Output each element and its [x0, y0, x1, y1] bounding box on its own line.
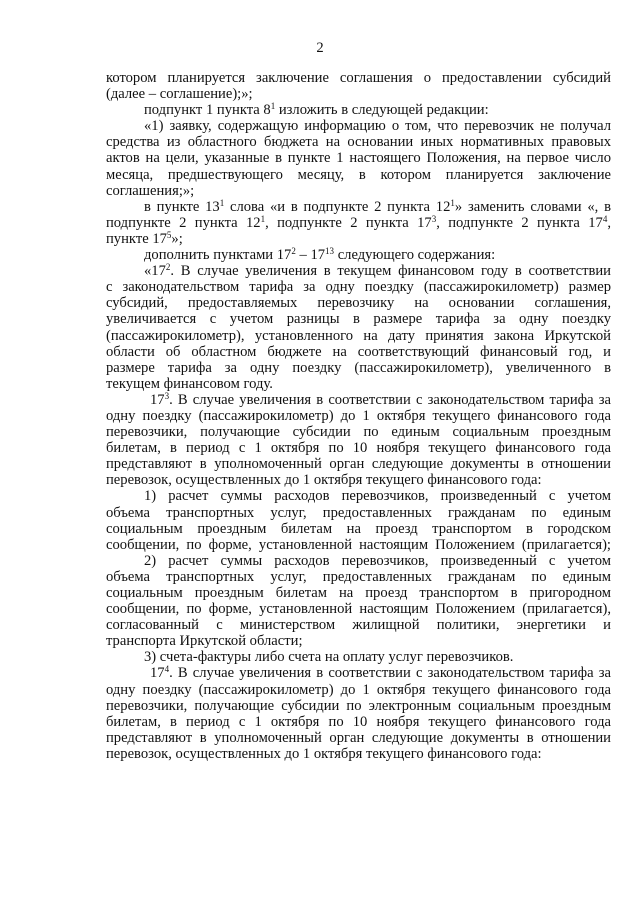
text-run: социальным проездным билетам на проезд транспортом в пригородном: [106, 585, 611, 601]
superscript: 5: [166, 229, 172, 240]
text-run: , подпункте 2 пункта 17: [265, 214, 432, 231]
text-run: 17: [150, 391, 165, 408]
text-run: слова «и в подпункте 2 пункта 12: [224, 198, 451, 215]
text-run: увеличивается с учетом разницы в размере тарифа за одну поездку: [106, 311, 611, 328]
text-line: [106, 488, 611, 504]
text-run: »;: [171, 230, 183, 247]
text-line: [106, 199, 611, 215]
text-run: перевозок, осуществленных до 1 октября текущего финансового года:: [106, 472, 542, 489]
text-line: [106, 408, 611, 424]
superscript: 1: [260, 213, 266, 224]
text-line: [106, 521, 611, 537]
text-run: актов на цели, указанные в пункте 1 настоящего Положения, на первое число: [106, 150, 611, 167]
text-line: [106, 360, 611, 376]
text-line: [106, 263, 611, 279]
text-run: перевозок, осуществленных до 1 октября текущего финансового года:: [106, 745, 542, 762]
text-line: [106, 682, 611, 698]
text-line: [106, 376, 611, 392]
text-run: (далее – соглашение);»;: [106, 86, 253, 103]
text-run: сообщении, по форме, установленной настоящим Положением (прилагается),: [106, 601, 611, 618]
text-run: средства из областного бюджета на основании иных нормативных правовых: [106, 134, 611, 151]
text-run: перевозчики, получающие субсидии по электронным социальным проездным: [106, 697, 611, 714]
text-line: [106, 714, 611, 730]
text-line: [106, 424, 611, 440]
superscript: 4: [164, 664, 170, 675]
page-number: 2: [316, 40, 324, 56]
text-line: [106, 295, 611, 311]
text-run: перевозчики, получающие субсидии по единым социальным проездным: [106, 424, 611, 441]
text-run: сообщении, по форме, установленной настоящим Положением (прилагается);: [106, 536, 611, 553]
text-run: «1) заявку, содержащую информацию о том, что перевозчик не получал: [144, 118, 611, 135]
text-run: билетам, в период с 1 октября по 10 ноября текущего финансового года: [106, 440, 611, 457]
superscript: 1: [270, 101, 276, 112]
text-run: объема транспортных услуг, предоставленных гражданам по единым: [106, 568, 611, 585]
text-run: текущем финансовом году.: [106, 375, 273, 392]
text-run: размере тарифа за одну поездку (пассажирокилометр), увеличенного в: [106, 359, 611, 376]
superscript: 1: [450, 197, 455, 208]
text-line: [106, 86, 611, 102]
text-line: [106, 456, 611, 472]
text-line: [106, 150, 611, 166]
text-line: [106, 665, 611, 681]
text-line: [106, 215, 611, 231]
superscript: 4: [602, 213, 608, 224]
text-run: пункте 17: [106, 230, 167, 247]
text-line: [106, 167, 611, 183]
text-run: . В случае увеличения в текущем финансовом году в соответствии: [170, 263, 611, 280]
text-line: [106, 746, 611, 762]
text-run: представляют в уполномоченный орган следующие документы в отношении: [106, 456, 611, 473]
text-line: [106, 102, 611, 118]
text-line: [106, 118, 611, 134]
text-line: [106, 440, 611, 456]
text-run: изложить в следующей редакции:: [275, 102, 489, 119]
text-run: следующего содержания:: [334, 247, 496, 264]
text-line: [106, 730, 611, 746]
text-run: одну поездку (пассажирокилометр) до 1 октября текущего финансового года: [106, 407, 611, 424]
text-line: [106, 328, 611, 344]
text-run: , подпункте 2 пункта 17: [436, 214, 603, 231]
text-line: [106, 70, 611, 86]
text-line: [106, 505, 611, 521]
text-run: с законодательством тарифа за одну поездку (пассажирокилометр) размер: [106, 279, 611, 296]
text-run: согласованный с министерством жилищной политики, энергетики и: [106, 617, 611, 634]
superscript: 2: [291, 246, 296, 257]
text-run: «17: [144, 263, 166, 280]
text-run: дополнить пунктами 17: [144, 247, 292, 264]
text-run: билетам, в период с 1 октября по 10 ноября текущего финансового года: [106, 713, 611, 730]
text-line: [106, 698, 611, 714]
text-run: месяца, предшествующего месяцу, в котором планируется заключение: [106, 166, 611, 183]
text-line: [106, 311, 611, 327]
superscript: 2: [165, 262, 171, 273]
text-run: 2) расчет суммы расходов перевозчиков, произведенный с учетом: [144, 552, 611, 569]
text-run: . В случае увеличения в соответствии с законодательством тарифа за: [169, 665, 611, 682]
text-line: [106, 569, 611, 585]
text-run: . В случае увеличения в соответствии с законодательством тарифа за: [169, 391, 611, 408]
text-line: [106, 601, 611, 617]
text-run: транспорта Иркутской области;: [106, 633, 303, 650]
text-run: области об областном бюджете на соответствующий финансовый год, и: [106, 343, 611, 360]
superscript: 3: [164, 390, 170, 401]
text-run: » заменить словами «, в: [454, 198, 611, 215]
text-run: объема транспортных услуг, предоставленных гражданам по единым: [106, 504, 611, 521]
text-line: [106, 183, 611, 199]
text-run: 3) счета-фактуры либо счета на оплату услуг перевозчиков.: [144, 649, 514, 666]
text-run: одну поездку (пассажирокилометр) до 1 октября текущего финансового года: [106, 681, 611, 698]
text-line: [106, 231, 611, 247]
text-line: [106, 472, 611, 488]
document-body: [106, 70, 611, 762]
text-line: [106, 649, 611, 665]
text-line: [106, 392, 611, 408]
text-line: [106, 134, 611, 150]
superscript: 13: [325, 246, 335, 257]
text-line: [106, 585, 611, 601]
text-run: в пункте 13: [144, 198, 220, 215]
superscript: 1: [219, 197, 225, 208]
text-run: (пассажирокилометр), установленного на дату принятия закона Иркутской: [106, 327, 611, 344]
superscript: 3: [431, 213, 437, 224]
text-line: [106, 617, 611, 633]
text-run: представляют в уполномоченный орган следующие документы в отношении: [106, 729, 611, 746]
text-run: подпункте 2 пункта 12: [106, 214, 261, 231]
text-run: подпункт 1 пункта 8: [144, 102, 271, 119]
text-line: [106, 633, 611, 649]
text-run: 1) расчет суммы расходов перевозчиков, произведенный с учетом: [144, 488, 611, 505]
text-run: социальным проездным билетам на проезд транспортом в городском: [106, 520, 611, 537]
text-line: [106, 279, 611, 295]
text-line: [106, 553, 611, 569]
text-run: субсидий, предоставляемых перевозчику на основании соглашения,: [106, 295, 611, 312]
text-line: [106, 344, 611, 360]
text-run: – 17: [295, 247, 326, 264]
text-run: соглашения;»;: [106, 182, 195, 199]
text-line: [106, 247, 611, 263]
text-line: [106, 537, 611, 553]
text-run: котором планируется заключение соглашения о предоставлении субсидий: [106, 70, 611, 86]
text-run: 17: [150, 665, 165, 682]
text-run: ,: [607, 214, 612, 231]
